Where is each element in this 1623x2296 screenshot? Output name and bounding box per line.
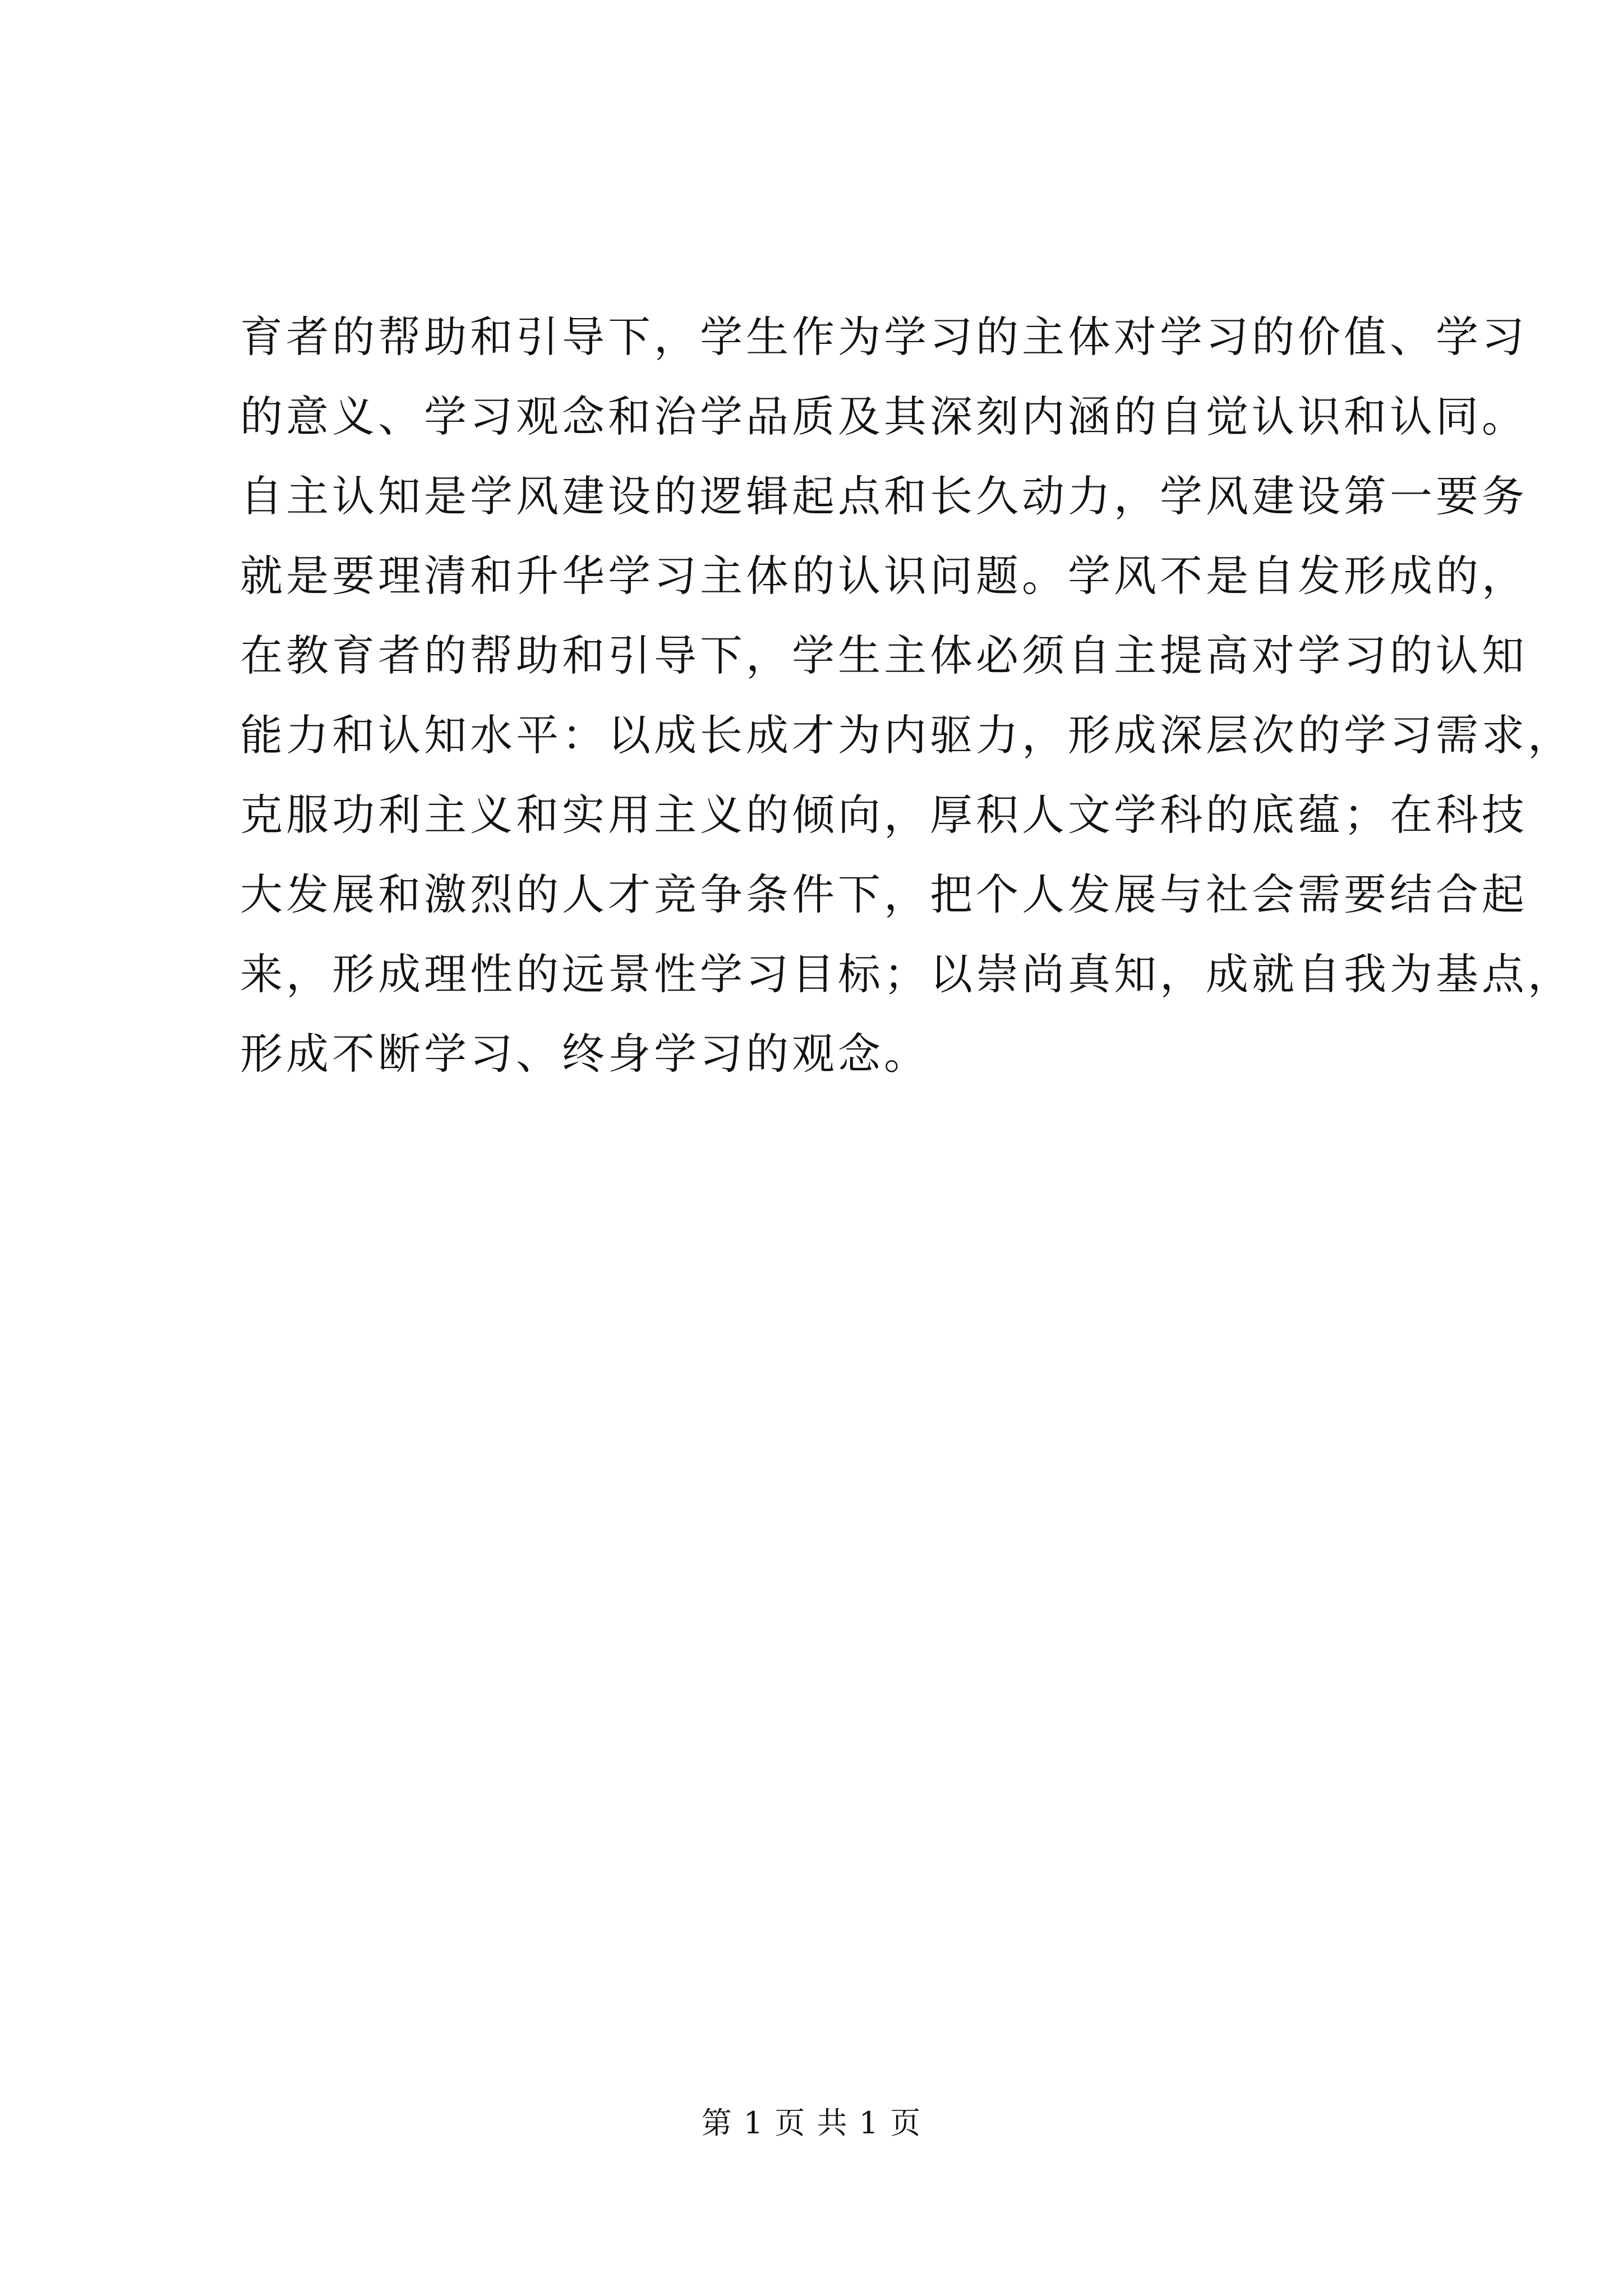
text-line: 大发展和激烈的人才竞争条件下，把个人发展与社会需要结合起 [240,869,1528,919]
body-paragraph [240,297,1574,1094]
text-line: 就是要理清和升华学习主体的认识问题。学风不是自发形成的， [240,551,1528,601]
text-line: 自主认知是学风建设的逻辑起点和长久动力，学风建设第一要务 [240,471,1528,521]
page-footer [0,2101,1623,2146]
page-number: 第 1 页 共 1 页 [701,2105,922,2141]
text-line: 来，形成理性的远景性学习目标；以崇尚真知，成就自我为基点， [240,949,1574,999]
text-line: 的意义、学习观念和治学品质及其深刻内涵的自觉认识和认同。 [240,392,1528,441]
text-line: 育者的帮助和引导下，学生作为学习的主体对学习的价值、学习 [240,312,1528,362]
text-line: 克服功利主义和实用主义的倾向，厚积人文学科的底蕴；在科技 [240,790,1528,840]
text-line: 能力和认知水平：以成长成才为内驱力，形成深层次的学习需求， [240,710,1574,760]
text-line: 在教育者的帮助和引导下，学生主体必须自主提高对学习的认知 [240,631,1528,680]
text-line: 形成不断学习、终身学习的观念。 [240,1029,930,1079]
